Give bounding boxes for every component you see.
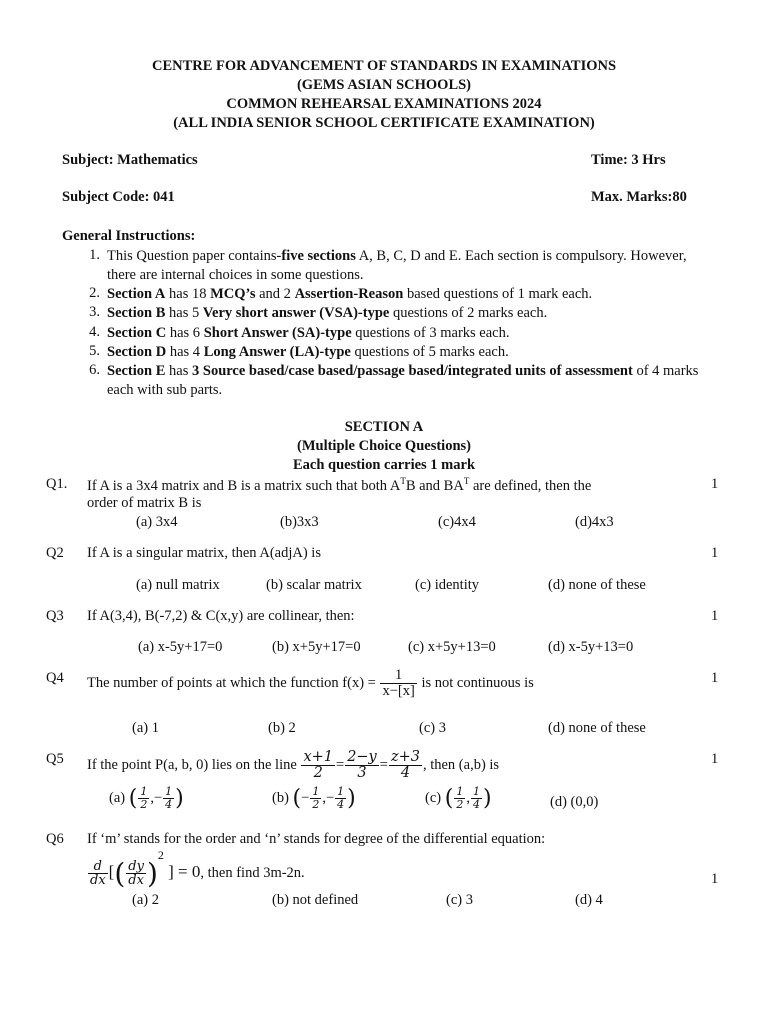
question-text: The number of points at which the function f(x) = $\frac{1}{x-[x]}$ is not continuous is [87, 667, 534, 700]
school-group: (GEMS ASIAN SCHOOLS) [296, 77, 472, 93]
instruction-item: Section E has 3 Source based/case based/passage based/integrated units of assessment of 4 marks each with sub parts. [107, 363, 699, 398]
instruction-number: 5. [89, 343, 100, 359]
option-c: (c) 3 [419, 720, 446, 736]
question-text: If the point P(a, b, 0) lies on the line $\frac{x+1}{2}$ = $\frac{2-y}{3}$ = $\frac{z+3}{4}$ , then (a,b) is [87, 749, 500, 782]
subject-label: Subject: Mathematics [62, 152, 198, 168]
question-text: If ‘m’ stands for the order and ‘n’ stands for degree of the differential equation: [87, 831, 546, 847]
option-d: (d) 4 [575, 892, 603, 908]
option-a: (a) ( $\frac{1}{2}$ ,− $\frac{1}{4}$ ) [109, 785, 184, 811]
option-b: (b) not defined [272, 892, 359, 908]
option-a: (a) 3x4 [136, 514, 178, 530]
question-marks: 1 [711, 670, 719, 686]
option-d: (d) none of these [548, 720, 646, 736]
question-number: Q6 [46, 831, 64, 847]
max-marks-label: Max. Marks:80 [591, 189, 687, 205]
instruction-item: This Question paper contains-five sections A, B, C, D and E. Each section is compulsory. However, there are internal choices in some questions. [107, 248, 687, 283]
instruction-item: Section B has 5 Very short answer (VSA)-type questions of 2 marks each. [107, 305, 548, 321]
option-b: (b) x+5y+17=0 [272, 639, 361, 655]
time-label: Time: 3 Hrs [591, 152, 666, 168]
instructions-heading: General Instructions: [62, 228, 196, 244]
option-a: (a) x-5y+17=0 [138, 639, 223, 655]
exam-name: COMMON REHEARSAL EXAMINATIONS 2024 [226, 96, 542, 112]
option-b: (b) 2 [268, 720, 296, 736]
question-text: If A is a 3x4 matrix and B is a matrix such that both $A^TB$ and $BA^T$ are defined, then the [87, 476, 592, 494]
option-b: (b)3x3 [280, 514, 319, 530]
instruction-number: 3. [89, 304, 100, 320]
option-b: (b) (− $\frac{1}{2}$ ,− $\frac{1}{4}$ ) [272, 785, 356, 811]
option-d: (d) x-5y+13=0 [548, 639, 634, 655]
instruction-number: 2. [89, 285, 100, 301]
subject-code-label: Subject Code: 041 [62, 189, 175, 205]
instruction-number: 1. [89, 247, 100, 263]
section-note: Each question carries 1 mark [292, 457, 476, 473]
question-marks: 1 [711, 608, 719, 624]
fraction: $\frac{2-y}{3}$ [347, 749, 377, 782]
question-number: Q5 [46, 751, 64, 767]
question-marks: 1 [711, 545, 719, 561]
instruction-item: Section D has 4 Long Answer (LA)-type questions of 5 marks each. [107, 344, 509, 360]
instruction-number: 6. [89, 362, 100, 378]
exam-board-title: CENTRE FOR ADVANCEMENT OF STANDARDS IN EXAMINATIONS [151, 58, 617, 74]
option-b: (b) scalar matrix [266, 577, 362, 593]
option-c: (c) x+5y+13=0 [408, 639, 496, 655]
section-subtitle: (Multiple Choice Questions) [297, 438, 471, 454]
section-title: SECTION A [344, 419, 424, 435]
option-c: (c)4x4 [438, 514, 476, 530]
fraction: $\frac{1}{x-[x]}$ [382, 667, 415, 700]
fraction: $\frac{z+3}{4}$ [390, 749, 420, 782]
option-a: (a) 2 [132, 892, 159, 908]
option-c: (c) identity [415, 577, 480, 593]
option-a: (a) 1 [132, 720, 159, 736]
differential-equation: $\frac{d}{dx}$ [( $\frac{dy}{dx}$ )$^2$ ] = 0, then find 3m-2n. [90, 848, 305, 891]
question-marks: 1 [711, 871, 719, 887]
exam-subtitle: (ALL INDIA SENIOR SCHOOL CERTIFICATE EXAMINATION) [173, 115, 595, 131]
question-text: If A(3,4), B(-7,2) & C(x,y) are collinear, then: [87, 608, 355, 624]
option-d: (d) (0,0) [550, 794, 599, 810]
question-number: Q3 [46, 608, 64, 624]
question-number: Q4 [46, 670, 64, 686]
option-c: (c) ( $\frac{1}{2}$ , $\frac{1}{4}$ ) [425, 785, 492, 811]
question-marks: 1 [711, 476, 719, 492]
fraction: $\frac{x+1}{2}$ [303, 749, 333, 782]
question-number: Q1. [46, 476, 68, 492]
question-text: If A is a singular matrix, then A(adjA) is [87, 545, 321, 561]
option-d: (d) none of these [548, 577, 646, 593]
instruction-item: Section A has 18 MCQ’s and 2 Assertion-Reason based questions of 1 mark each. [107, 286, 593, 302]
instruction-number: 4. [89, 324, 100, 340]
option-c: (c) 3 [446, 892, 473, 908]
question-number: Q2 [46, 545, 64, 561]
option-d: (d)4x3 [575, 514, 614, 530]
question-marks: 1 [711, 751, 719, 767]
instruction-item: Section C has 6 Short Answer (SA)-type questions of 3 marks each. [107, 325, 510, 341]
option-a: (a) null matrix [136, 577, 220, 593]
question-text-continued: order of matrix B is [87, 495, 202, 511]
